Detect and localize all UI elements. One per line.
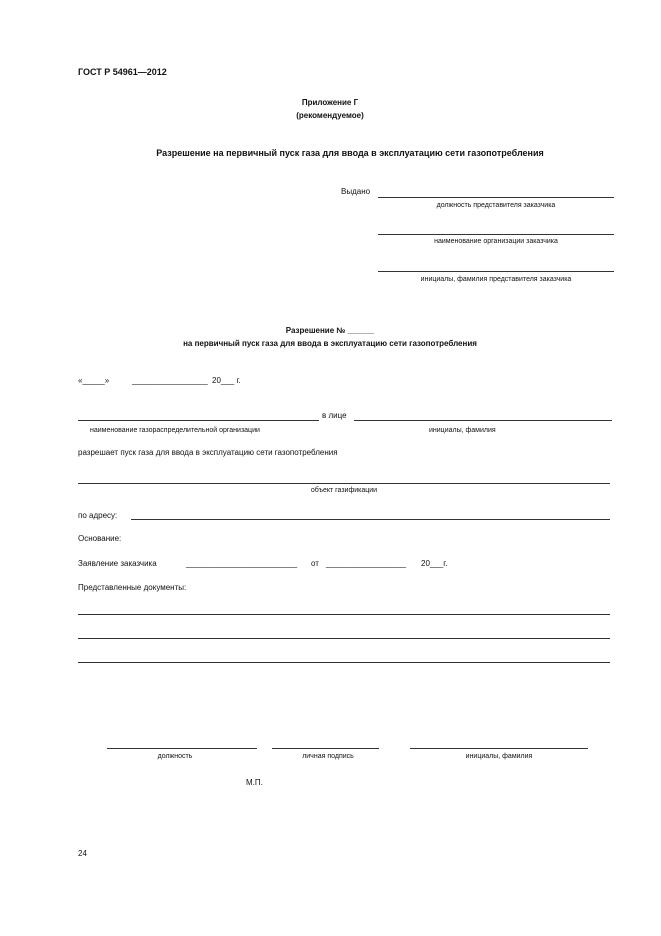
- issued-org-caption: наименование организации заказчика: [434, 238, 558, 245]
- address-line: [131, 519, 610, 520]
- object-caption: объект газификации: [310, 487, 378, 494]
- application-year: 20___г.: [421, 559, 448, 568]
- document-title: Разрешение на первичный пуск газа для ввода в эксплуатацию сети газопотребления: [156, 148, 544, 158]
- issued-label: Выдано: [341, 187, 371, 196]
- application-number-blank: _________________________: [186, 559, 298, 568]
- permit-title: Разрешение № ______: [285, 326, 375, 335]
- signature-sign-line: [272, 748, 379, 749]
- address-label: по адресу:: [78, 511, 118, 520]
- basis-label: Основание:: [78, 534, 122, 543]
- appendix-status: (рекомендуемое): [296, 111, 364, 120]
- date-month: _________________: [132, 376, 208, 385]
- documents-line-3: [78, 662, 610, 663]
- issued-org-line: [378, 234, 614, 235]
- documents-line-2: [78, 638, 610, 639]
- documents-line-1: [78, 614, 610, 615]
- application-from: от: [311, 559, 319, 568]
- gas-org-person-line: [354, 420, 612, 421]
- in-person-label: в лице: [322, 411, 347, 420]
- permit-subtitle: на первичный пуск газа для ввода в эксплуатацию сети газопотребления: [183, 339, 477, 348]
- issued-position-caption: должность представителя заказчика: [436, 202, 556, 209]
- issued-name-caption: инициалы, фамилия представителя заказчика: [420, 276, 572, 283]
- issued-position-line: [378, 197, 614, 198]
- object-line: [78, 483, 610, 484]
- page-number: 24: [78, 849, 87, 858]
- permission-text: разрешает пуск газа для ввода в эксплуатацию сети газопотребления: [78, 448, 338, 457]
- appendix-title: Приложение Г: [301, 98, 359, 107]
- signature-position-caption: должность: [157, 753, 193, 760]
- date-year: 20___ г.: [212, 376, 241, 385]
- stamp-label: М.П.: [246, 778, 263, 787]
- gas-org-line: [78, 420, 319, 421]
- issued-name-line: [378, 271, 614, 272]
- signature-name-caption: инициалы, фамилия: [465, 753, 533, 760]
- application-date-blank: __________________: [326, 559, 407, 568]
- gas-org-caption: наименование газораспределительной организации: [90, 427, 260, 434]
- documents-label: Представленные документы:: [78, 583, 187, 592]
- gas-org-person-caption: инициалы, фамилия: [429, 427, 496, 434]
- signature-position-line: [107, 748, 257, 749]
- signature-sign-caption: личная подпись: [302, 753, 354, 760]
- standard-header: ГОСТ Р 54961—2012: [78, 67, 167, 77]
- date-day: «_____»: [78, 376, 110, 385]
- application-label: Заявление заказчика: [78, 559, 157, 568]
- signature-name-line: [410, 748, 588, 749]
